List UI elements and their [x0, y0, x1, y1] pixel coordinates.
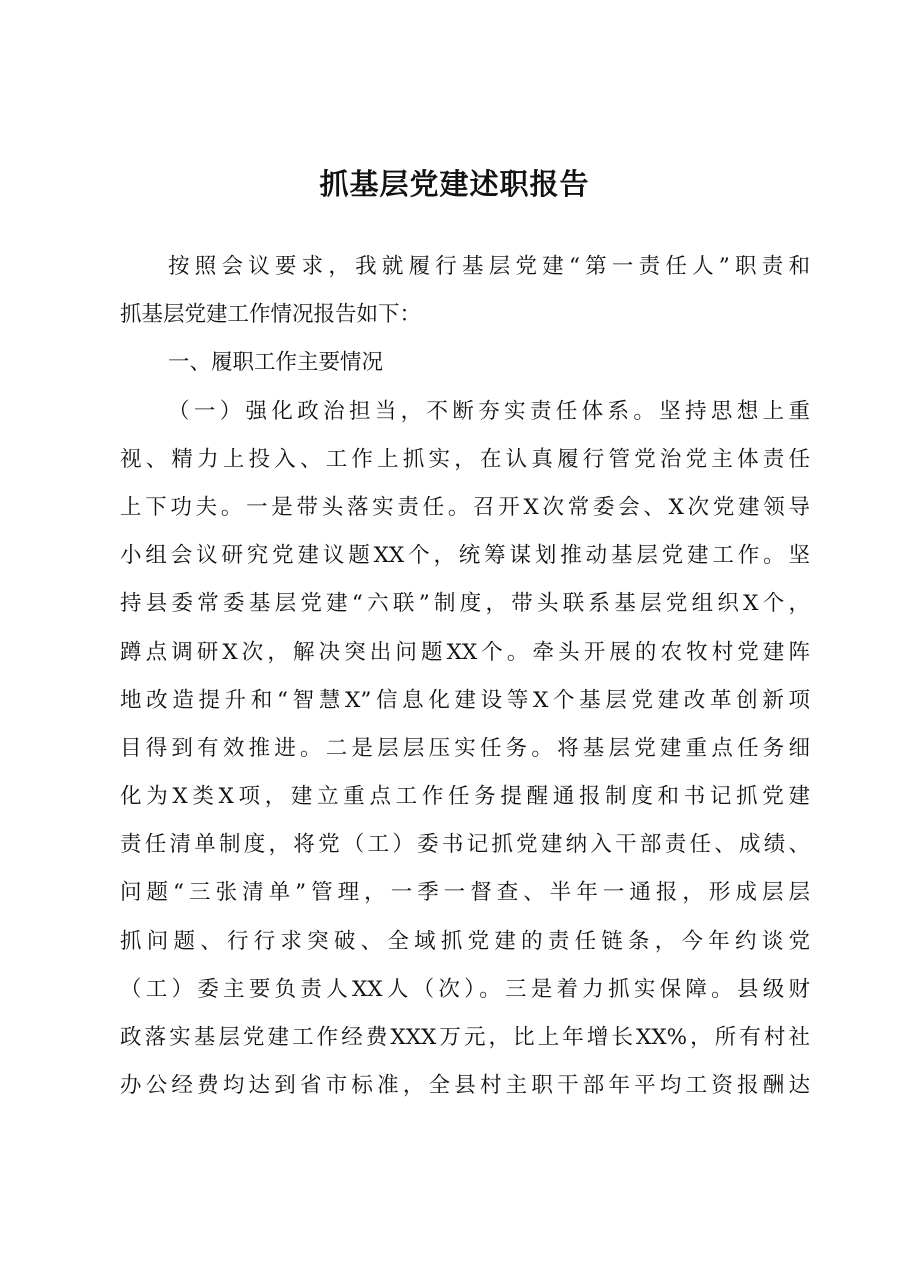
paragraph-line: （工）委主要负责人XX人（次）。三是着力抓实保障。县级财 — [120, 976, 810, 1002]
paragraph-line: 上下功夫。一是带头落实责任。召开X次常委会、X次党建领导 — [120, 494, 810, 520]
paragraph-line: 地改造提升和“智慧X”信息化建设等X个基层党建改革创新项 — [120, 687, 810, 713]
paragraph-line: 目得到有效推进。二是层层压实任务。将基层党建重点任务细 — [120, 735, 810, 761]
paragraph-line: 小组会议研究党建议题XX个，统筹谋划推动基层党建工作。坚 — [120, 543, 810, 569]
paragraph-line: 责任清单制度，将党（工）委书记抓党建纳入干部责任、成绩、 — [120, 832, 810, 858]
paragraph-line: 化为X类X项，建立重点工作任务提醒通报制度和书记抓党建 — [120, 784, 810, 810]
document-body — [120, 243, 810, 1110]
document-title: 抓基层党建述职报告 — [319, 167, 590, 201]
paragraph-line: 抓问题、行行求突破、全域抓党建的责任链条，今年约谈党 — [120, 928, 810, 954]
paragraph-line: 持县委常委基层党建“六联”制度，带头联系基层党组织X个， — [120, 591, 810, 617]
section-heading: 一、履职工作主要情况 — [168, 350, 384, 376]
paragraph-line: 问题“三张清单”管理，一季一督查、半年一通报，形成层层 — [120, 880, 810, 906]
paragraph-line: （一）强化政治担当，不断夯实责任体系。坚持思想上重 — [168, 398, 810, 424]
paragraph-line: 政落实基层党建工作经费XXX万元，比上年增长XX%，所有村社 — [120, 1025, 810, 1050]
paragraph-line: 蹲点调研X次，解决突出问题XX个。牵头开展的农牧村党建阵 — [120, 639, 810, 665]
paragraph-line: 视、精力上投入、工作上抓实，在认真履行管党治党主体责任 — [120, 446, 810, 472]
paragraph-line: 办公经费均达到省市标准，全县村主职干部年平均工资报酬达 — [120, 1073, 810, 1099]
paragraph-line: 按照会议要求，我就履行基层党建“第一责任人”职责和 — [168, 254, 810, 279]
paragraph-line: 抓基层党建工作情况报告如下： — [120, 302, 422, 328]
